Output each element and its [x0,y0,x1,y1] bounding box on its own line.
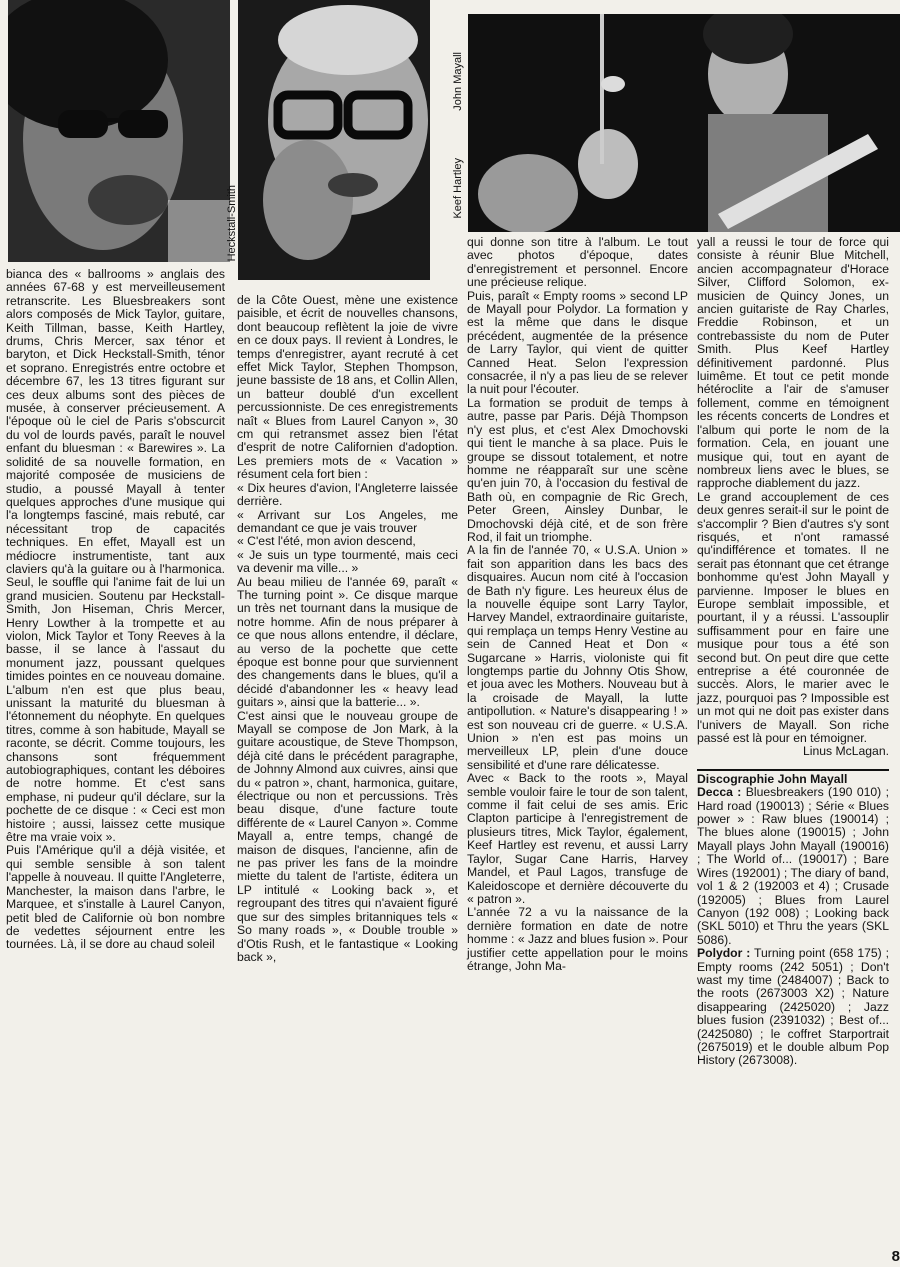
photo-heckstall-smith [238,0,430,280]
discography-decca [697,786,889,947]
quote-line: « Je suis un type tourmenté, mais ceci va devenir ma ville... » [237,547,458,576]
photo-caption-mayall: John Mayall [452,52,464,111]
paragraph: Le grand accouplement de ces deux genres serait-il sur le point de s'accomplir ? Bien d'autres s'y sont risqués, et n'ont ramassé qu'indifférence et tomates. Il ne serait pas étonnant que cet étrange bonhomme qu'est John Mayall y parvienne. Imposer le blues en Europe semblait impossible, et pourtant, il y a réussi. L'assouplir suffisamment pour en faire une musique pour tous a été son second but. On peut dire que cette entreprise a été couronnée de succès. Alors, le marier avec le jazz, pourquoi pas ? Impossible est un mot qui ne doit pas exister dans l'univers de Mayall. Son riche passé est là pour en témoigner. [697,489,889,746]
paragraph: Puis l'Amérique qu'il a déjà visitée, et qui semble sensible à son talent l'appelle à nouveau. Il quitte l'Angleterre, Manchester, la maison dans l'arbre, le Marquee, et s'installe à Laurel Canyon, petit bled de Californie où bon nombre de vedettes séjournent entre les tournées. Là, il se dore au chaud soleil [6,843,225,952]
paragraph: La formation se produit de temps à autre, passe par Paris. Déjà Thompson n'y est plus, et c'est Alex Dmochovski qui tient le manche à sa place. Puis le groupe se dissout totalement, et notre homme ne réapparaît sur une scène qu'en juin 70, à l'occasion du festival de Bath où, en compagnie de Ric Grech, Peter Green, Ainsley Dunbar, le Dmochovski déjà cité, et de son frère Rod, il fait un triomphe. [467,395,688,544]
quote-line: « C'est l'été, mon avion descend, [237,534,416,549]
paragraph: bianca des « ballrooms » anglais des années 67-68 y est merveilleusement retranscrite. Les Bluesbreakers sont alors composés de Mick Taylor, guitare, Keith Tillman, basse, Keith Hartley, drums, Chris Mercer, sax ténor et baryton, et Dick Heckstall-Smith, ténor et soprano. Enregistrés entre octobre et décembre 67, les 13 titres figurant sur ces deux albums sont des pièces de musée, à conserver précieusement. A l'époque où le ciel de Paris s'obscurcit du vol de lourds pavés, paraît le nouvel enfant du bluesman : « Barewires ». La solidité de sa nouvelle formation, en majorité composée de musiciens de studio, a poussé Mayall à tenter quelques approches d'une musique qui l'a longtemps fasciné, mais rebuté, car nécessitant trop de capacités techniques. En effet, Mayall est un médiocre instrumentiste, tant aux claviers qu'à la guitare ou à l'harmonica. Seul, le souffle qui l'anime fait de lui un grand musicien. Soutenu par Heckstall-Smith, Jon Hiseman, Chris Mercer, Henry Lowther à la trompette et au violon, Mick Taylor et Tony Reeves à la basse, il se lance à l'assaut du monument jazz, poussant quelques timides pointes en ce nouveau domaine. L'album n'en est que plus beau, unissant la maturité du bluesman à l'étonnement du néophyte. En quelques titres, comme à son habitude, Mayall se raconte, se décrit. Comme toujours, les chansons sont fréquemment autobiographiques, contant les déboires de notre homme. Et c'est sans emphase, ni pudeur qu'il déclare, sur la pochette de ce disque : « Ceci est mon histoire ; aussi, laissez cette musique être ma vraie voix ». [6,267,225,845]
article-column-4 [697,236,889,1068]
label-decca: Decca : [697,785,742,800]
photo-musician-glasses [8,0,230,262]
paragraph: A la fin de l'année 70, « U.S.A. Union » fait son apparition dans les bacs des disquaires. Aucun nom cité à l'occasion de Bath n'y figure. Les heureux élus de la nouvelle équipe sont Larry Taylor, Harvey Mandel, extraordinaire guitariste, qui remplaça un temps Henry Vestine au sein de Canned Heat et Don « Sugarcane » Harris, violoniste qui fit longtemps partie du Johnny Otis Show, et joua avec les Mothers. Nouveau but à la croisade de Mayall, la lutte antipollution. « Nature's disappearing ! » est son nouveau cri de guerre. « U.S.A. Union » n'en est pas moins un merveilleux LP, plein d'une douce sensibilité et d'une rare délicatesse. [467,543,688,772]
quote-line: « Arrivant sur Los Angeles, me demandant ce que je vais trouver [237,507,458,535]
decca-list: Bluesbreakers (190 010) ; Hard road (190013) ; Série « Blues power » : Raw blues (190014) ; The blues alone (190015) ; John Mayall plays John Mayall (190016) ; The World of... (190017) ; Bare Wires (192001) ; The diary of band, vol 1 & 2 (192003 et 4) ; Crusade (192005) ; Blues from Laurel Canyon (192 008) ; Looking back (SKL 5010) et Thru the years (SKL 5086). [697,785,890,947]
paragraph: qui donne son titre à l'album. Le tout avec photos d'époque, dates d'enregistrement et personnel. Encore une précieuse relique. [467,235,688,290]
photo-keef-hartley-john-mayall [468,14,900,232]
page-number: 8 [891,1248,900,1265]
paragraph: Au beau milieu de l'année 69, paraît « The turning point ». Ce disque marque un très net tournant dans la musique de notre homme. Afin de nous préparer à ce que nous allons entendre, il déclare, au verso de la pochette que cette époque est bonne pour que surviennent des changements dans le blues, qu'il a décidé d'abandonner les « heavy lead guitars », ainsi que la batterie... ». [237,574,458,710]
paragraph: Puis, paraît « Empty rooms » second LP de Mayall pour Polydor. La formation y est la même que dans le disque précédent, augmentée de la présence de Larry Taylor, qui vient de quitter Canned Heat. Selon l'expression consacrée, il n'y a pas lieu de se relever la nuit pour l'écouter. [467,288,688,397]
discography-polydor [697,947,889,1068]
photo-caption-keef: Keef Hartley [452,158,464,219]
paragraph: de la Côte Ouest, mène une existence paisible, et écrit de nouvelles chansons, dont beaucoup reflètent la joie de vivre en ce doux pays. Il revient à Londres, le temps d'enregistrer, ayant recruté à cet effet Mick Taylor, Stephen Thompson, jeune bassiste de 18 ans, et Collin Allen, un batteur doublé d'un excellent percussionniste. De ces enregistrements naît « Blues from Laurel Canyon », 30 cm qui retransmet assez bien l'état d'esprit de notre Californien d'adoption. Les premiers mots de « Vacation » résument cela fort bien : [237,293,458,482]
article-column-1 [6,268,225,952]
quote-line: « Dix heures d'avion, l'Angleterre laissée derrière. [237,480,458,509]
photo-caption-heckstall: Heckstall-Smith [226,185,238,262]
paragraph: C'est ainsi que le nouveau groupe de Mayall se compose de Jon Mark, à la guitare acoustique, de Steve Thompson, déjà cité dans le précédent paragraphe, de Johnny Almond aux cuivres, ainsi que du « patron », chant, harmonica, guitare, électrique ou non et percussions. Très beau disque, d'une facture toute différente de « Laurel Canyon ». Comme Mayall a, entre temps, changé de maison de disques, l'ancienne, afin de ne pas priver les fans de la moindre miette du talent de l'artiste, éditera un LP intitulé « Looking back », et regroupant des titres qui n'avaient figuré que sur des simples britanniques tels « So many roads », « Double trouble » d'Otis Rush, et le fantastique « Looking back », [237,708,458,964]
label-polydor: Polydor : [697,946,751,961]
polydor-list: Turning point (658 175) ; Empty rooms (242 5051) ; Don't wast my time (2484007) ; Back to the roots (2673003 X2) ; Nature disappearing (2425020) ; Jazz blues fusion (2391032) ; Best of... (2425080) ; le coffret Starportrait (2675019) et le double album Pop History (2673008). [697,946,889,1068]
paragraph: Avec « Back to the roots », Mayal semble vouloir faire le tour de son talent, comme il fait celui de ses amis. Eric Clapton participe à l'enregistrement de plusieurs titres, Mick Taylor, également, Keef Hartley est revenu, et aussi Larry Taylor, Sugar Cane Harris, Harvey Mandel, et Paul Lagos, transfuge de Kaleidoscope et dernière découverte du « patron ». [467,771,688,906]
paragraph: L'année 72 a vu la naissance de la dernière formation en date de notre homme : « Jazz and blues fusion ». Pour justifier cette appellation pour le moins étrange, John Ma- [467,905,688,973]
discography-box [697,769,889,1068]
article-column-3 [467,236,688,973]
discography-title: Discographie John Mayall [697,771,848,786]
paragraph: yall a reussi le tour de force qui consiste à réunir Blue Mitchell, ancien accompagnateur d'Horace Silver, Clifford Solomon, ex-musicien de Quincy Jones, un ancien guitariste de Ray Charles, Freddie Robinson, et un contrebassiste du nom de Puter Smith. Plus Keef Hartley définitivement pardonné. Plus luimême. Et tout ce petit monde hétéroclite a l'air de s'amuser follement, comme en témoignent les récents concerts de Londres et l'album qui porte le nom de la formation. Cela, en jouant une musique qui, tout en ayant de nombreux liens avec le blues, se rapproche diablement du jazz. [697,235,889,491]
author-signature: Linus McLagan. [802,744,889,759]
article-column-2 [237,294,458,964]
